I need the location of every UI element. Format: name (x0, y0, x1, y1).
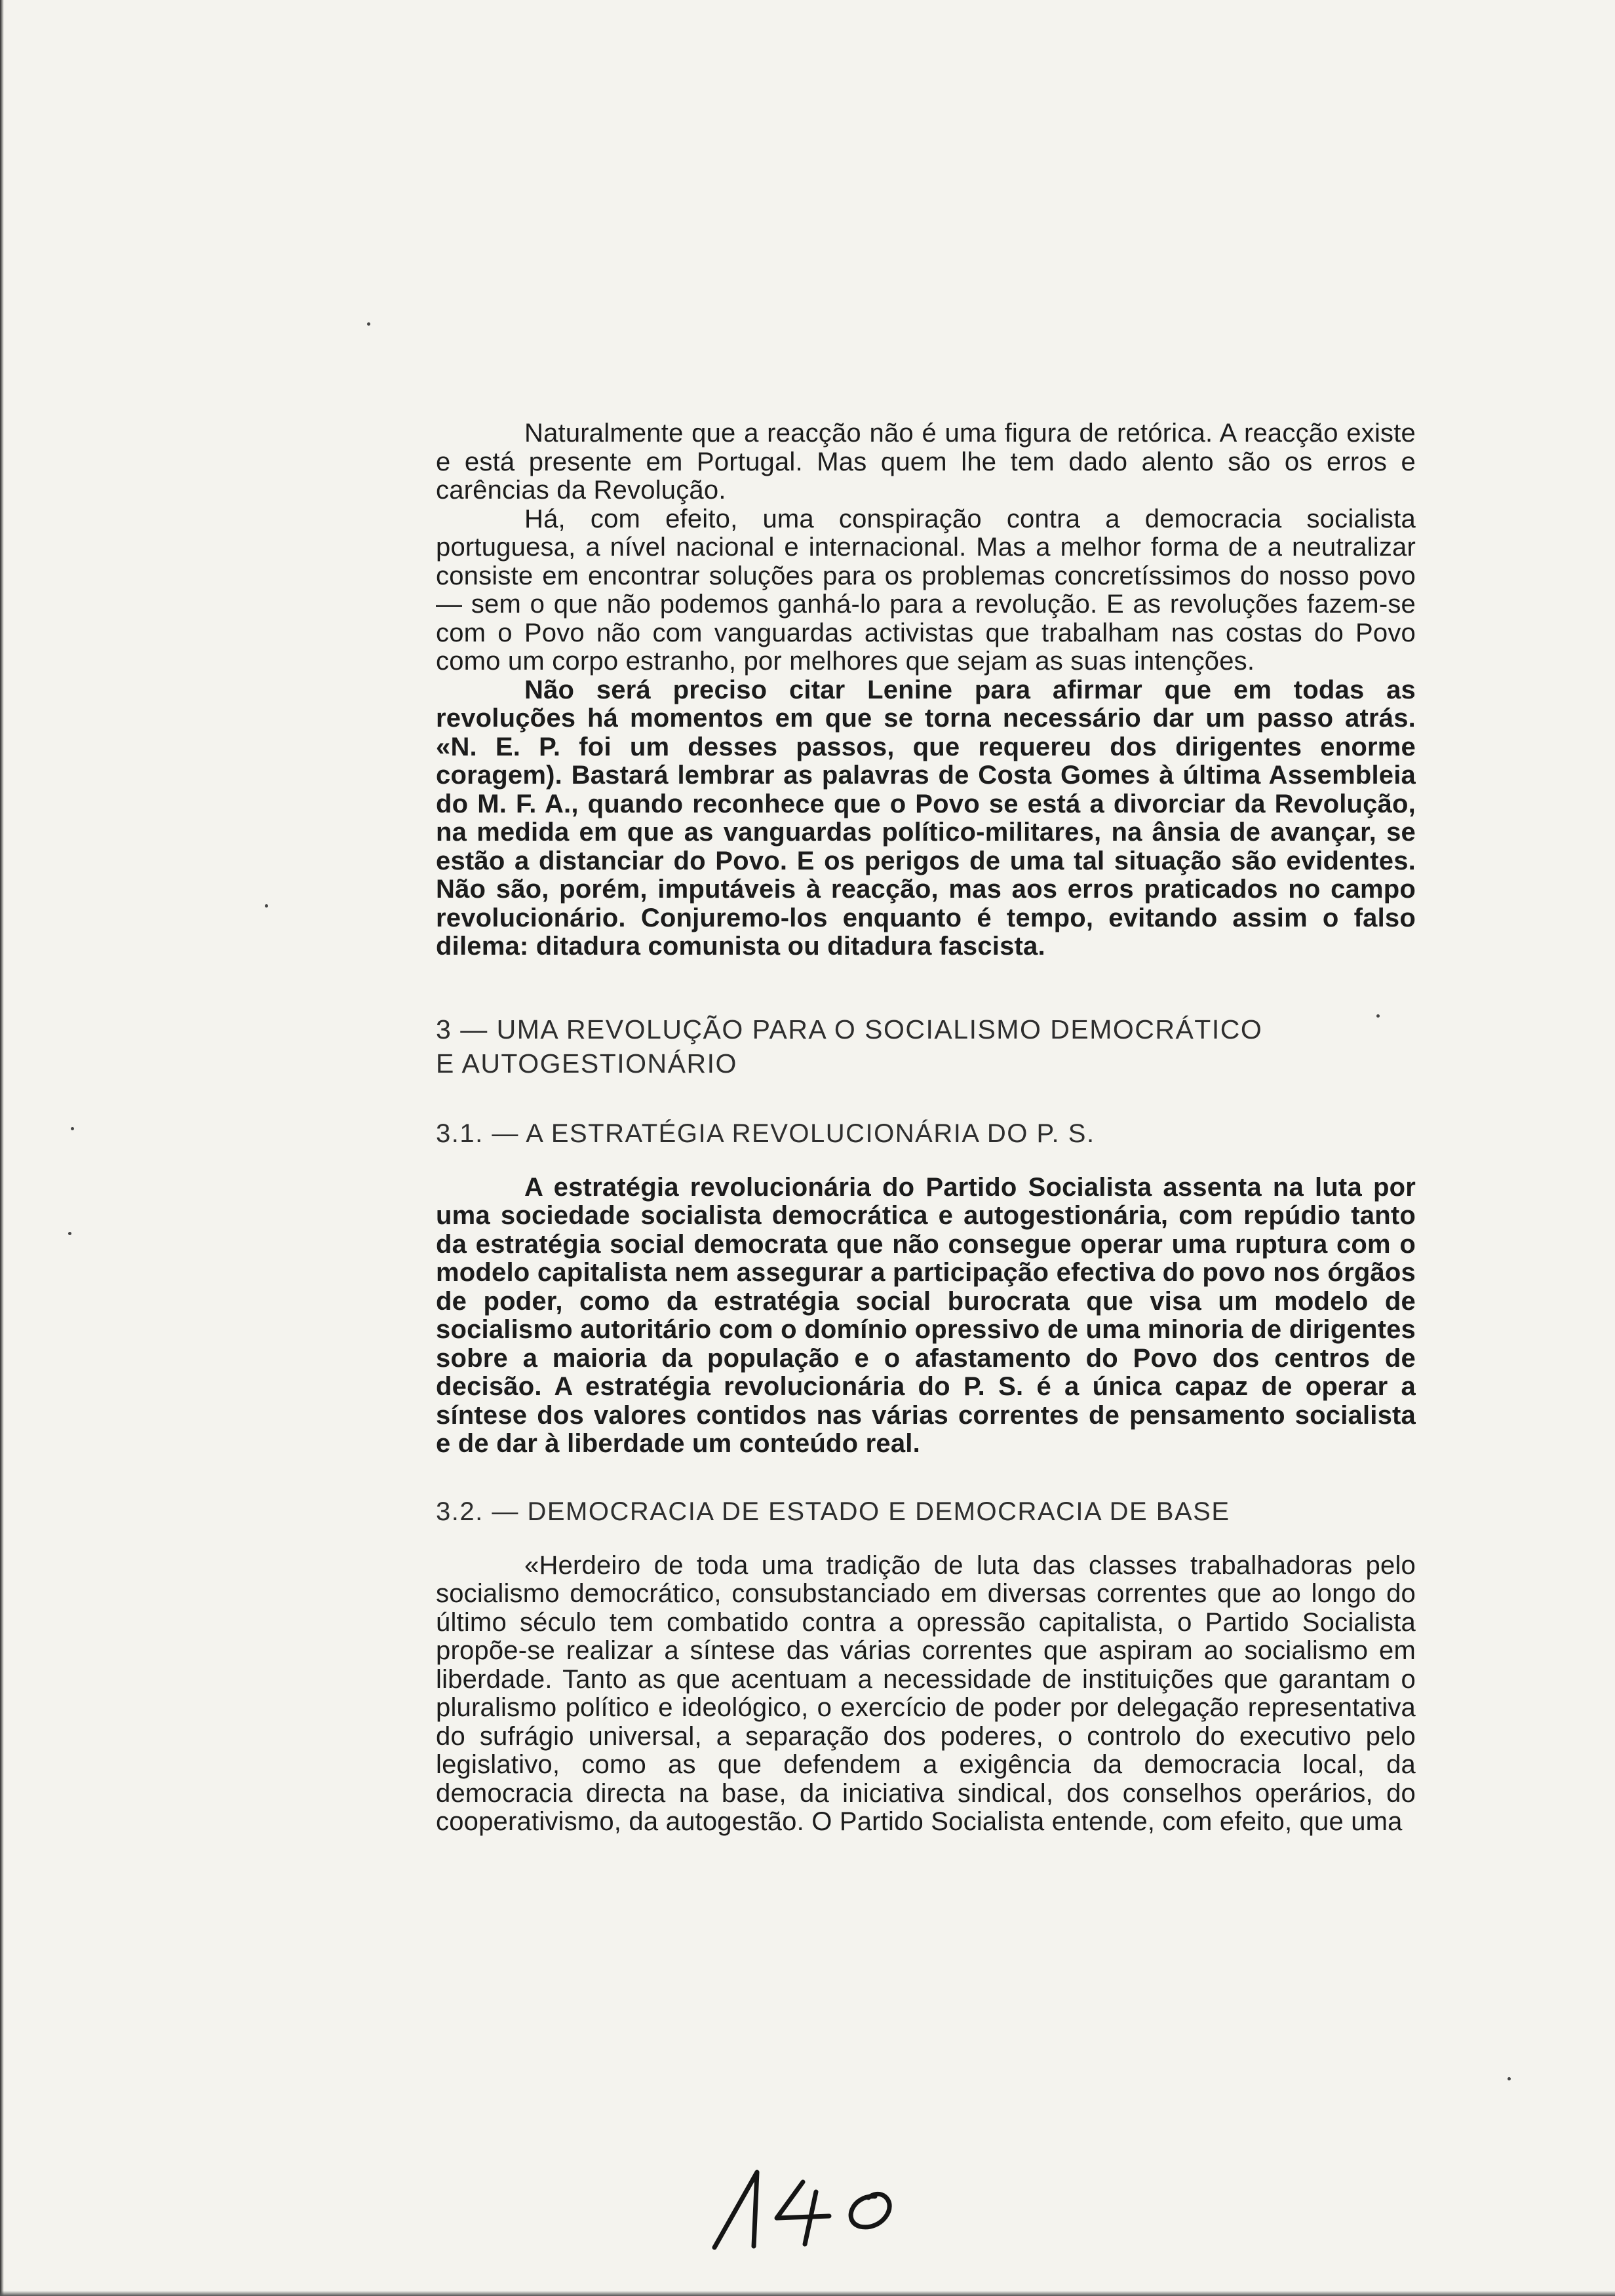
document-body (436, 419, 1416, 1837)
section-3-1-heading: 3.1. — A ESTRATÉGIA REVOLUCIONÁRIA DO P. S. (436, 1119, 1095, 1148)
scan-edge-left (0, 0, 4, 2296)
scan-edge-bottom (0, 2291, 1615, 2296)
section-3-2-heading: 3.2. — DEMOCRACIA DE ESTADO E DEMOCRACIA DE BASE (436, 1497, 1230, 1526)
section-3-2-paragraph: «Herdeiro de toda uma tradição de luta das classes trabalhadoras pelo socialismo democrático, consubstanciado em diversas correntes que ao longo do último século tem combatido contra a opressão capitalista, o Partido Socialista propõe-se realizar a síntese das várias correntes que aspiram ao socialismo em liberdade. Tanto as que acentuam a necessidade de instituições que garantam o pluralismo político e ideológico, o exercício de poder por delegação representativa do sufrágio universal, a separação dos poderes, o controlo do executivo pelo legislativo, como as que defendem a exigência da democracia local, da democracia directa na base, da iniciativa sindical, dos conselhos operários, do cooperativismo, da autogestão. O Partido Socialista entende, com efeito, que uma (436, 1550, 1416, 1836)
paragraph-conspiracy: Há, com efeito, uma conspiração contra a democracia socialista portuguesa, a nível nacional e internacional. Mas a melhor forma de a neutralizar consiste em encontrar soluções para os problemas concretíssimos do nosso povo — sem o que não podemos ganhá-lo para a revolução. E as revoluções fazem-se com o Povo não com vanguardas activistas que trabalham nas costas do Povo como um corpo estranho, por melhores que sejam as suas intenções. (436, 504, 1416, 676)
scan-speck (265, 904, 268, 908)
section-3-1-paragraph: A estratégia revolucionária do Partido Socialista assenta na luta por uma sociedade socialista democrática e autogestionária, com repúdio tanto da estratégia social democrata que não consegue operar uma ruptura com o modelo capitalista nem assegurar a participação efectiva do povo nos órgãos de poder, como da estratégia social burocrata que visa um modelo de socialismo autoritário com o domínio opressivo de uma minoria de dirigentes sobre a maioria da população e o afastamento do Povo dos centros de decisão. A estratégia revolucionária do P. S. é a única capaz de operar a síntese dos valores contidos nas várias correntes de pensamento socialista e de dar à liberdade um conteúdo real. (436, 1172, 1416, 1458)
section-3-heading (436, 1012, 1416, 1081)
paragraph-lenine: Não será preciso citar Lenine para afirmar que em todas as revoluções há momentos em que se torna necessário dar um passo atrás. «N. E. P. foi um desses passos, que requereu dos dirigentes enorme coragem). Bastará lembrar as palavras de Costa Gomes à última Assembleia do M. F. A., quando reconhece que o Povo se está a divorciar da Revolução, na medida em que as vanguardas político-militares, na ânsia de avançar, se estão a distanciar do Povo. E os perigos de uma tal situação são evidentes. Não são, porém, imputáveis à reacção, mas aos erros praticados no campo revolucionário. Conjuremo-los enquanto é tempo, evitando assim o falso dilema: ditadura comunista ou ditadura fascista. (436, 675, 1416, 961)
scan-speck (367, 322, 370, 326)
scan-speck (71, 1127, 74, 1130)
scan-speck (1508, 2077, 1511, 2080)
handwritten-page-number (688, 2156, 950, 2254)
section-3-heading-line1: 3 — UMA REVOLUÇÃO PARA O SOCIALISMO DEMOCRÁTICO (436, 1014, 1263, 1044)
section-3-heading-line2: E AUTOGESTIONÁRIO (436, 1048, 737, 1079)
paragraph-reaction: Naturalmente que a reacção não é uma figura de retórica. A reacção existe e está presente em Portugal. Mas quem lhe tem dado alento são os erros e carências da Revolução. (436, 419, 1416, 505)
scan-speck (68, 1232, 71, 1235)
